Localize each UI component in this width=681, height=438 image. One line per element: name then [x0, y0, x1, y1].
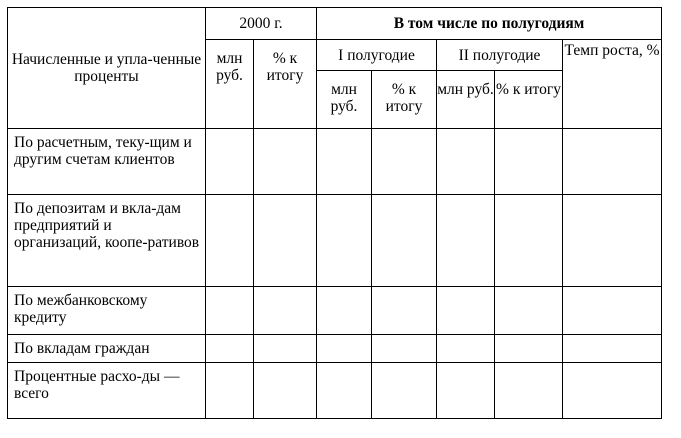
table-row — [8, 335, 662, 363]
half2-mln-rub-header: млн руб. — [437, 71, 495, 129]
table-row — [8, 195, 662, 287]
table-cell — [437, 335, 495, 363]
table-cell — [317, 129, 372, 195]
table-cell — [206, 363, 254, 419]
table-cell — [372, 195, 437, 287]
table-cell — [563, 287, 662, 335]
half2-pct-total-header: % к итогу — [495, 71, 563, 129]
table-cell — [563, 335, 662, 363]
table-cell — [563, 195, 662, 287]
table-cell — [437, 363, 495, 419]
table-cell — [372, 335, 437, 363]
year-mln-rub-header: млн руб. — [206, 40, 254, 129]
interest-table — [7, 7, 662, 419]
table-cell — [206, 335, 254, 363]
half1-mln-rub-header: млн руб. — [317, 71, 372, 129]
half2-header: II полугодие — [437, 40, 563, 71]
table-cell — [495, 195, 563, 287]
including-halves-header: В том числе по полугодиям — [317, 8, 662, 40]
row-label: По расчетным, теку-щим и другим счетам клиентов — [8, 129, 206, 195]
row-label: По депозитам и вкла-дам предприятий и организаций, коопе-ративов — [8, 195, 206, 287]
table-cell — [495, 129, 563, 195]
table-row — [8, 363, 662, 419]
table-cell — [372, 287, 437, 335]
row-label-header: Начисленные и упла-ченные проценты — [8, 8, 206, 129]
row-label: Процентные расхо-ды — всего — [8, 363, 206, 419]
table-cell — [206, 129, 254, 195]
table-cell — [206, 195, 254, 287]
table-cell — [317, 335, 372, 363]
table-cell — [254, 335, 317, 363]
table-cell — [317, 287, 372, 335]
table-cell — [495, 335, 563, 363]
year-header: 2000 г. — [206, 8, 317, 40]
row-label: По вкладам граждан — [8, 335, 206, 363]
table-cell — [563, 129, 662, 195]
table-cell — [254, 195, 317, 287]
report-table-container — [7, 7, 662, 419]
header-row-1 — [8, 8, 662, 40]
table-cell — [437, 287, 495, 335]
table-cell — [254, 129, 317, 195]
table-cell — [372, 363, 437, 419]
table-cell — [563, 363, 662, 419]
table-row — [8, 129, 662, 195]
table-cell — [254, 363, 317, 419]
table-cell — [437, 195, 495, 287]
table-cell — [254, 287, 317, 335]
table-cell — [317, 363, 372, 419]
half1-pct-total-header: % к итогу — [372, 71, 437, 129]
row-label: По межбанковскому кредиту — [8, 287, 206, 335]
half1-header: I полугодие — [317, 40, 437, 71]
table-cell — [317, 195, 372, 287]
table-cell — [437, 129, 495, 195]
growth-rate-header: Темп роста, % — [563, 40, 662, 129]
table-cell — [372, 129, 437, 195]
table-cell — [206, 287, 254, 335]
table-cell — [495, 363, 563, 419]
table-row — [8, 287, 662, 335]
table-cell — [495, 287, 563, 335]
year-pct-total-header: % к итогу — [254, 40, 317, 129]
